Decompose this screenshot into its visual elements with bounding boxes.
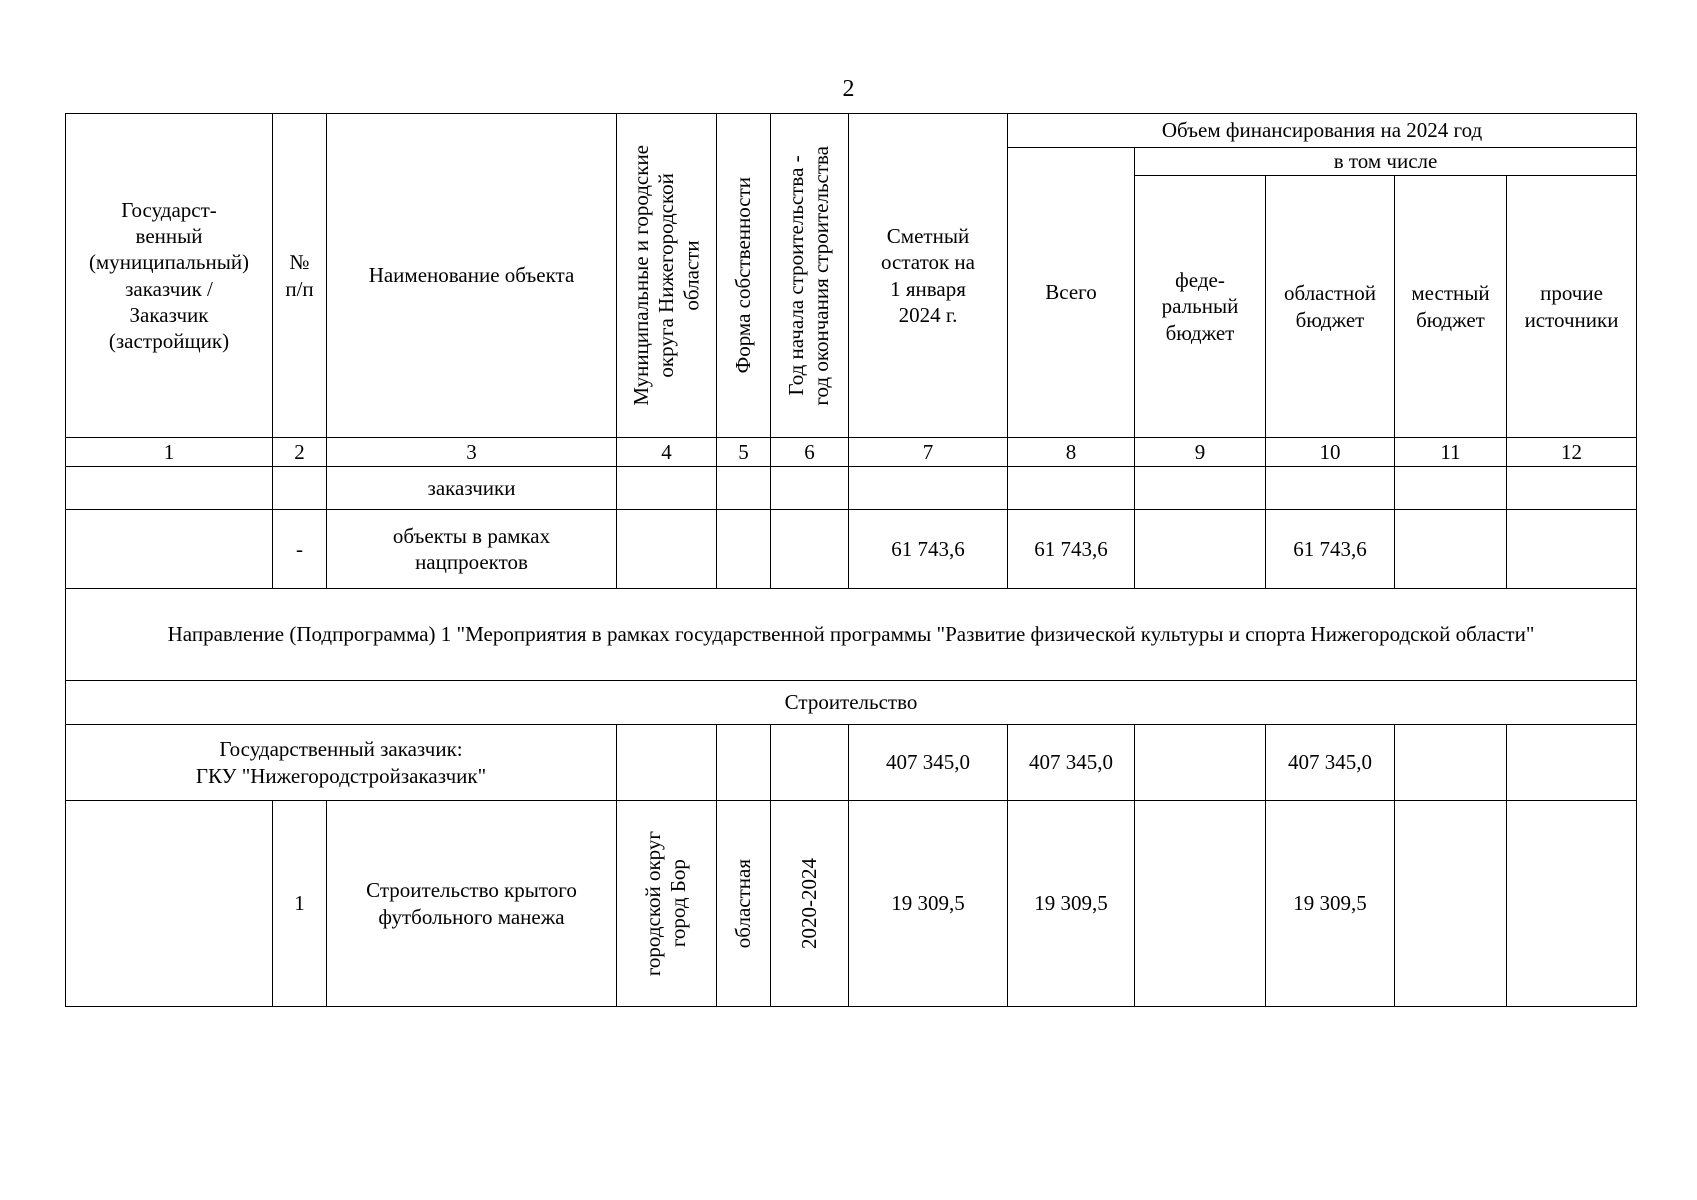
years-cell [771, 801, 849, 1007]
customers-label: заказчики [327, 467, 617, 510]
table-row [66, 801, 1637, 1007]
column-number: 8 [1008, 438, 1135, 467]
table-row [66, 725, 1637, 801]
header-years: Год начала строительства - год окончания строительства [784, 145, 834, 406]
column-number: 3 [327, 438, 617, 467]
header-including-group: в том числе [1135, 148, 1637, 176]
header-local: местный бюджет [1395, 176, 1507, 438]
estimate-value: 407 345,0 [849, 725, 1008, 801]
column-number: 12 [1507, 438, 1637, 467]
municipality-cell [617, 801, 717, 1007]
table-row [66, 467, 1637, 510]
municipality-value: городской округ город Бор [641, 830, 691, 977]
ownership-cell [717, 801, 771, 1007]
column-number: 4 [617, 438, 717, 467]
header-number: № п/п [273, 114, 327, 438]
column-number: 1 [66, 438, 273, 467]
column-number: 2 [273, 438, 327, 467]
regional-value: 61 743,6 [1266, 510, 1395, 589]
estimate-value: 61 743,6 [849, 510, 1008, 589]
header-other: прочие источники [1507, 176, 1637, 438]
header-ownership: Форма собственности [730, 177, 755, 374]
header-ownership-cell [717, 114, 771, 438]
column-numbers-row [66, 438, 1637, 467]
total-value: 19 309,5 [1008, 801, 1135, 1007]
header-funding-group: Объем финансирования на 2024 год [1008, 114, 1637, 148]
page-number: 2 [842, 76, 855, 102]
state-customer-label: Государственный заказчик: ГКУ "Нижегородстройзаказчик" [66, 725, 617, 801]
estimate-value: 19 309,5 [849, 801, 1008, 1007]
regional-value: 19 309,5 [1266, 801, 1395, 1007]
total-value: 407 345,0 [1008, 725, 1135, 801]
header-municipality-cell [617, 114, 717, 438]
header-object-name: Наименование объекта [327, 114, 617, 438]
regional-value: 407 345,0 [1266, 725, 1395, 801]
column-number: 11 [1395, 438, 1507, 467]
column-number: 9 [1135, 438, 1266, 467]
column-number: 6 [771, 438, 849, 467]
header-federal: феде- ральный бюджет [1135, 176, 1266, 438]
years-value: 2020-2024 [796, 858, 821, 949]
column-number: 5 [717, 438, 771, 467]
header-total: Всего [1008, 148, 1135, 438]
section-title: Строительство [66, 681, 1637, 725]
column-number: 10 [1266, 438, 1395, 467]
row-number: - [273, 510, 327, 589]
row-number: 1 [273, 801, 327, 1007]
header-customer: Государст- венный (муниципальный) заказчик / Заказчик (застройщик) [66, 114, 273, 438]
object-name: Строительство крытого футбольного манежа [327, 801, 617, 1007]
header-estimate: Сметный остаток на 1 января 2024 г. [849, 114, 1008, 438]
header-regional: областной бюджет [1266, 176, 1395, 438]
header-municipality: Муниципальные и городские округа Нижегородской области [628, 145, 704, 406]
financing-table [65, 113, 1637, 1007]
ownership-value: областная [730, 858, 755, 949]
total-value: 61 743,6 [1008, 510, 1135, 589]
column-number: 7 [849, 438, 1008, 467]
direction-title: Направление (Подпрограмма) 1 "Мероприятия в рамках государственной программы "Развитие физической культуры и спорта Нижегородской области" [66, 589, 1637, 681]
header-years-cell [771, 114, 849, 438]
object-name: объекты в рамках нацпроектов [327, 510, 617, 589]
table-row [66, 510, 1637, 589]
